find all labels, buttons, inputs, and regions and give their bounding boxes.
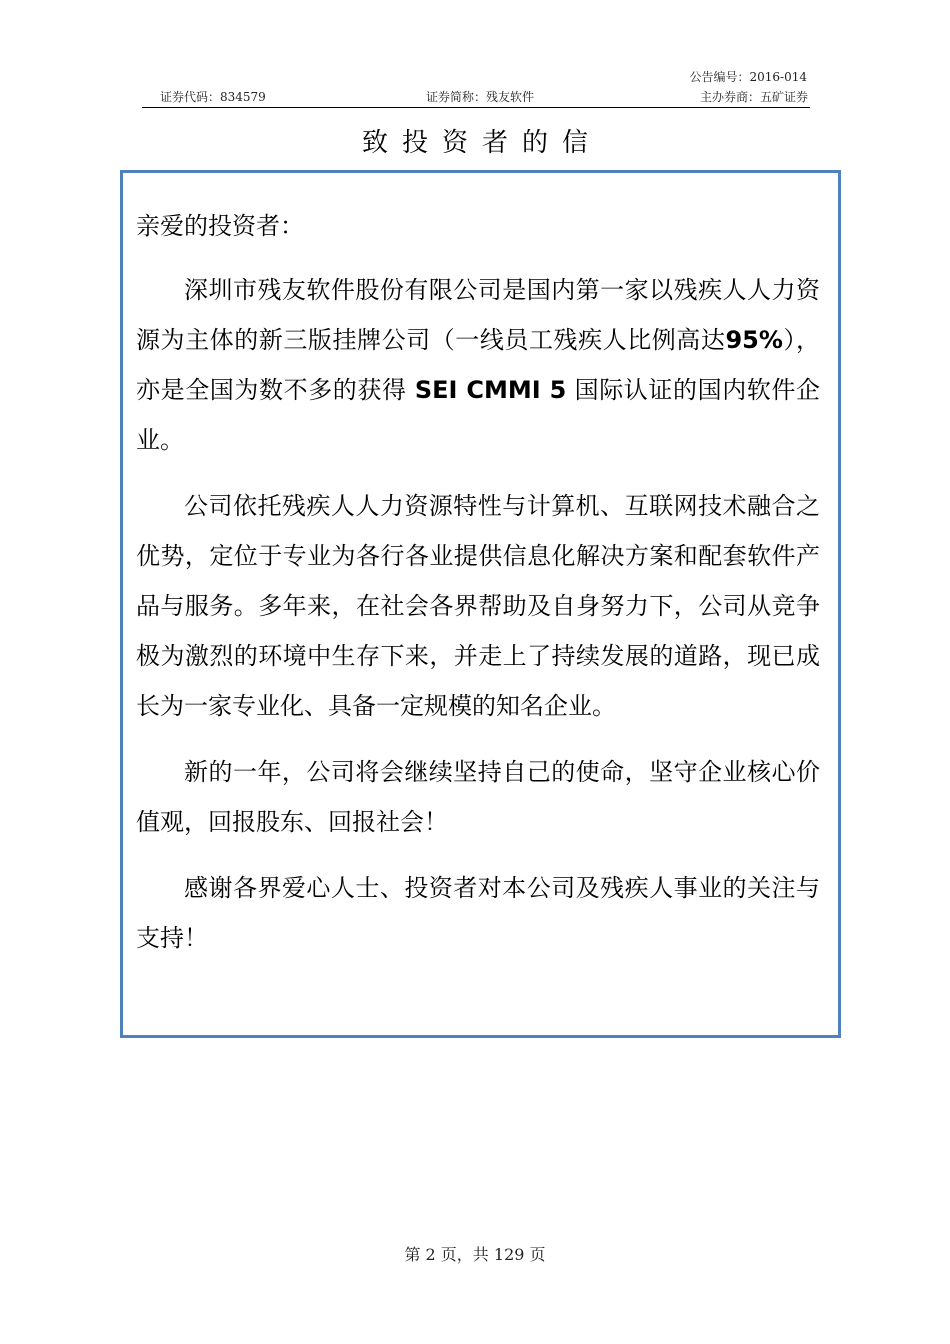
header-divider: [142, 107, 810, 108]
intro-ratio: 95%: [725, 326, 783, 354]
intro-text-3: 国际认证的国内软件企业。: [136, 376, 821, 454]
letter-box: [120, 170, 841, 1038]
paragraph-thanks: 感谢各界爱心人士、投资者对本公司及残疾人事业的关注与支持！: [136, 874, 820, 952]
paragraph-company-positioning: 公司依托残疾人人力资源特性与计算机、互联网技术融合之优势，定位于专业为各行各业提供信息化解决方案和配套软件产品与服务。多年来，在社会各界帮助及自身努力下，公司从竞争极为激烈的环境中生存下来，并走上了持续发展的道路，现已成长为一家专业化、具备一定规模的知名企业。: [136, 492, 820, 720]
security-code: 证券代码：834579: [160, 90, 266, 104]
announcement-number: 公告编号：2016-014: [689, 70, 807, 84]
paragraph-new-year: 新的一年，公司将会继续坚持自己的使命，坚守企业核心价值观，回报股东、回报社会！: [136, 758, 820, 836]
security-name: 证券简称：残友软件: [426, 90, 535, 104]
intro-text-1: 深圳市残友软件股份有限公司是国内第一家以残疾人人力资源为主体的新三版挂牌公司（一线员工残疾人比例高达: [136, 276, 820, 354]
letter-greeting: 亲爱的投资者：: [136, 212, 304, 240]
intro-text-2: ），亦是全国为数不多的获得: [136, 326, 821, 404]
page-header: [160, 88, 808, 107]
document-title: 致投资者的信: [361, 128, 602, 158]
paragraph-company-intro: [136, 265, 820, 465]
page-footer: 第 2 页，共 129 页: [404, 1245, 546, 1264]
intro-certification: SEI CMMI 5: [414, 376, 567, 404]
lead-broker: 主办券商：五矿证券: [699, 90, 808, 104]
letter-body: [136, 201, 820, 979]
